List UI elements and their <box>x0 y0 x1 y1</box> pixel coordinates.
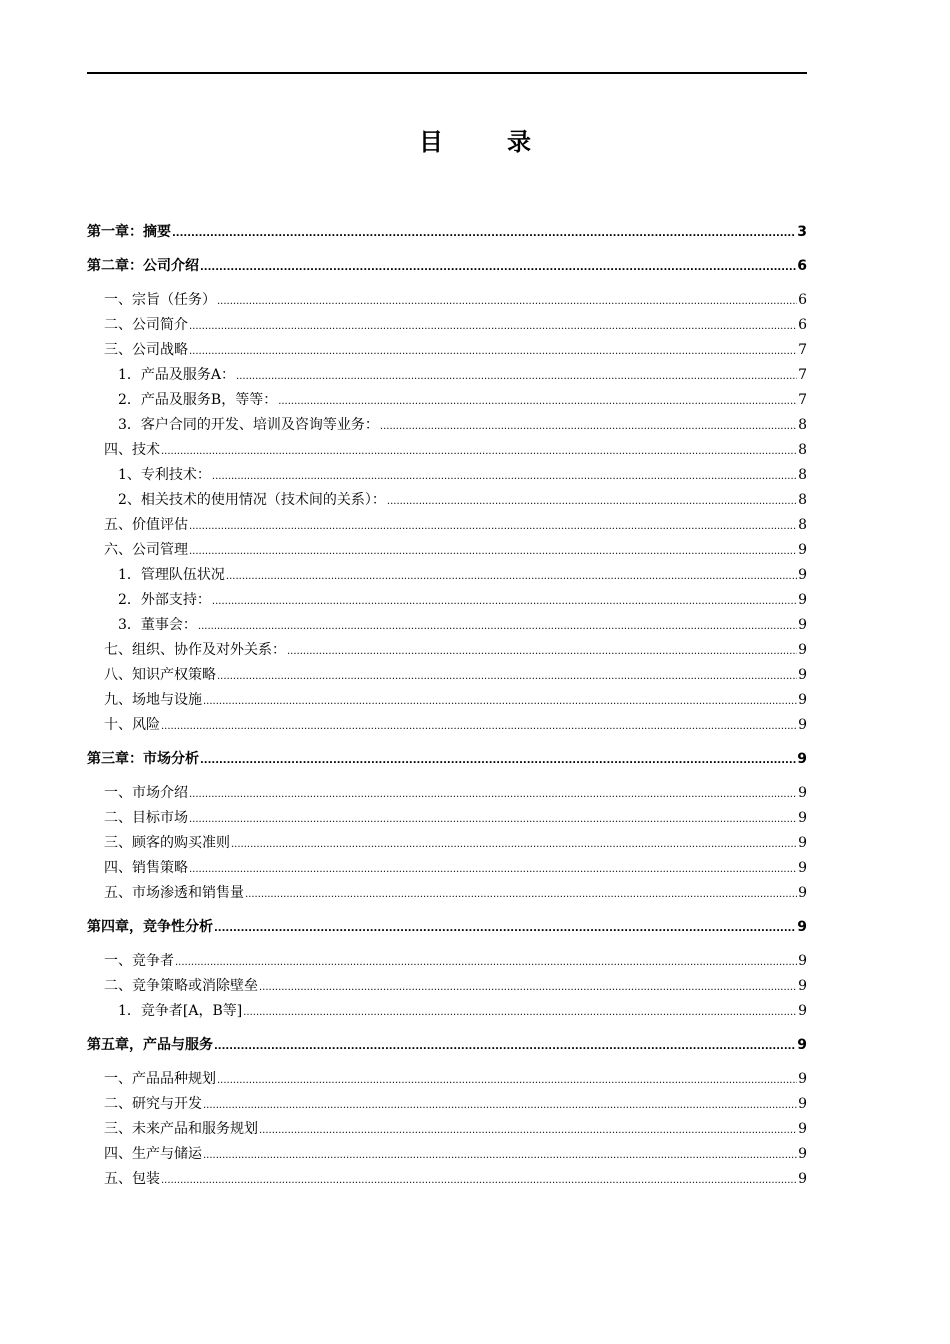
toc-section-entry[interactable] <box>87 363 807 388</box>
toc-page-number: 6 <box>798 292 807 308</box>
toc-entry-label: 二、竞争策略或消除壁垒 <box>104 978 258 994</box>
toc-leader-dots <box>189 513 797 539</box>
toc-page-number: 9 <box>798 785 807 801</box>
toc-section-entry[interactable] <box>87 831 807 856</box>
toc-chapter-entry[interactable] <box>87 220 807 245</box>
toc-page-number: 7 <box>798 367 807 383</box>
toc-leader-dots <box>217 1067 797 1093</box>
toc-entry-label: 第一章：摘要 <box>87 224 171 240</box>
toc-page-number: 9 <box>798 592 807 608</box>
toc-section-entry[interactable] <box>87 613 807 638</box>
toc-page-number: 9 <box>798 617 807 633</box>
toc-chapter-entry[interactable] <box>87 747 807 772</box>
toc-entry-label: 二、研究与开发 <box>104 1096 202 1112</box>
toc-entry-label: 四、技术 <box>104 442 160 458</box>
page-title: 目 录 <box>419 127 551 156</box>
toc-leader-dots <box>189 806 797 832</box>
toc-page-number: 7 <box>798 392 807 408</box>
toc-entry-label: 四、销售策略 <box>104 860 188 876</box>
toc-entry-label: 第四章，竞争性分析 <box>87 919 213 935</box>
toc-page-number: 3 <box>797 224 807 240</box>
toc-section-entry[interactable] <box>87 288 807 313</box>
toc-section-entry[interactable] <box>87 638 807 663</box>
toc-entry-label: 一、市场介绍 <box>104 785 188 801</box>
toc-leader-dots <box>189 538 797 564</box>
toc-entry-label: 1、专利技术： <box>118 467 211 483</box>
toc-page-number: 9 <box>798 667 807 683</box>
toc-leader-dots <box>203 1142 797 1168</box>
toc-entry-label: 三、公司战略 <box>104 342 188 358</box>
toc-leader-dots <box>161 438 797 464</box>
toc-leader-dots <box>278 388 797 414</box>
toc-page-number: 6 <box>797 258 807 274</box>
toc-page-number: 6 <box>798 317 807 333</box>
toc-leader-dots <box>231 831 797 857</box>
toc-leader-dots <box>226 563 797 589</box>
toc-page-number: 9 <box>797 751 807 767</box>
toc-leader-dots <box>214 1033 796 1059</box>
toc-section-entry[interactable] <box>87 513 807 538</box>
toc-page-number: 9 <box>798 1003 807 1019</box>
toc-leader-dots <box>175 949 797 975</box>
toc-page-number: 9 <box>798 835 807 851</box>
toc-entry-label: 九、场地与设施 <box>104 692 202 708</box>
toc-section-entry[interactable] <box>87 388 807 413</box>
toc-chapter-entry[interactable] <box>87 915 807 940</box>
toc-page-number: 9 <box>797 919 807 935</box>
toc-leader-dots <box>172 220 796 246</box>
toc-page-number: 9 <box>798 885 807 901</box>
toc-entry-label: 五、市场渗透和销售量 <box>104 885 244 901</box>
toc-entry-label: 四、生产与储运 <box>104 1146 202 1162</box>
toc-section-entry[interactable] <box>87 1167 807 1192</box>
toc-page-number: 8 <box>798 517 807 533</box>
toc-section-entry[interactable] <box>87 438 807 463</box>
toc-page-number: 9 <box>798 567 807 583</box>
toc-entry-label: 三、未来产品和服务规划 <box>104 1121 258 1137</box>
toc-section-entry[interactable] <box>87 463 807 488</box>
toc-leader-dots <box>200 254 796 280</box>
toc-leader-dots <box>189 856 797 882</box>
toc-entry-label: 3．董事会： <box>118 617 197 633</box>
toc-entry-label: 六、公司管理 <box>104 542 188 558</box>
toc-leader-dots <box>214 915 796 941</box>
toc-entry-label: 一、产品品种规划 <box>104 1071 216 1087</box>
toc-entry-label: 1．竞争者[A，B等] <box>118 1003 243 1019</box>
toc-section-entry[interactable] <box>87 663 807 688</box>
toc-entry-label: 2．外部支持： <box>118 592 211 608</box>
toc-entry-label: 第二章：公司介绍 <box>87 258 199 274</box>
toc-section-entry[interactable] <box>87 1117 807 1142</box>
toc-entry-label: 3．客户合同的开发、培训及咨询等业务： <box>118 417 379 433</box>
toc-section-entry[interactable] <box>87 713 807 738</box>
toc-section-entry[interactable] <box>87 688 807 713</box>
toc-page-number: 9 <box>798 1071 807 1087</box>
toc-leader-dots <box>259 974 797 1000</box>
toc-page-number: 9 <box>798 953 807 969</box>
toc-entry-label: 五、价值评估 <box>104 517 188 533</box>
toc-leader-dots <box>200 747 796 773</box>
toc-page-number: 8 <box>798 467 807 483</box>
toc-page-number: 9 <box>798 542 807 558</box>
toc-section-entry[interactable] <box>87 1067 807 1092</box>
toc-section-entry[interactable] <box>87 563 807 588</box>
toc-entry-label: 一、竞争者 <box>104 953 174 969</box>
toc-leader-dots <box>189 338 797 364</box>
toc-page-number: 9 <box>798 1171 807 1187</box>
toc-entry-label: 三、顾客的购买准则 <box>104 835 230 851</box>
toc-entry-label: 1．管理队伍状况 <box>118 567 225 583</box>
table-of-contents <box>87 220 807 1192</box>
toc-section-entry[interactable] <box>87 313 807 338</box>
toc-page-number: 8 <box>798 442 807 458</box>
toc-entry-label: 第三章：市场分析 <box>87 751 199 767</box>
toc-leader-dots <box>203 688 797 714</box>
toc-section-entry[interactable] <box>87 1142 807 1167</box>
toc-leader-dots <box>189 313 797 339</box>
toc-section-entry[interactable] <box>87 538 807 563</box>
toc-section-entry[interactable] <box>87 999 807 1024</box>
toc-chapter-entry[interactable] <box>87 1033 807 1058</box>
toc-leader-dots <box>161 713 797 739</box>
toc-page-number: 9 <box>798 978 807 994</box>
toc-section-entry[interactable] <box>87 881 807 906</box>
toc-leader-dots <box>189 781 797 807</box>
toc-leader-dots <box>387 488 797 514</box>
toc-leader-dots <box>161 1167 797 1193</box>
toc-page-number: 9 <box>798 860 807 876</box>
toc-entry-label: 二、目标市场 <box>104 810 188 826</box>
toc-section-entry[interactable] <box>87 781 807 806</box>
toc-page-number: 9 <box>798 1096 807 1112</box>
toc-entry-label: 八、知识产权策略 <box>104 667 216 683</box>
toc-leader-dots <box>212 588 797 614</box>
header-rule <box>87 72 807 74</box>
toc-entry-label: 2、相关技术的使用情况（技术间的关系）： <box>118 492 386 508</box>
toc-leader-dots <box>259 1117 797 1143</box>
toc-page-number: 9 <box>798 717 807 733</box>
toc-leader-dots <box>217 288 797 314</box>
toc-section-entry[interactable] <box>87 949 807 974</box>
toc-leader-dots <box>212 463 797 489</box>
toc-entry-label: 十、风险 <box>104 717 160 733</box>
toc-entry-label: 二、公司简介 <box>104 317 188 333</box>
toc-leader-dots <box>217 663 797 689</box>
toc-leader-dots <box>198 613 797 639</box>
toc-leader-dots <box>380 413 797 439</box>
toc-entry-label: 1．产品及服务A： <box>118 367 236 383</box>
toc-section-entry[interactable] <box>87 413 807 438</box>
toc-page-number: 8 <box>798 417 807 433</box>
toc-page-number: 9 <box>798 1121 807 1137</box>
toc-entry-label: 一、宗旨（任务） <box>104 292 216 308</box>
toc-leader-dots <box>203 1092 797 1118</box>
toc-section-entry[interactable] <box>87 488 807 513</box>
toc-chapter-entry[interactable] <box>87 254 807 279</box>
toc-page-number: 9 <box>798 810 807 826</box>
toc-section-entry[interactable] <box>87 806 807 831</box>
toc-section-entry[interactable] <box>87 338 807 363</box>
toc-section-entry[interactable] <box>87 856 807 881</box>
toc-leader-dots <box>243 999 797 1025</box>
toc-leader-dots <box>287 638 797 664</box>
toc-leader-dots <box>236 363 797 389</box>
toc-page-number: 7 <box>798 342 807 358</box>
toc-entry-label: 七、组织、协作及对外关系： <box>104 642 286 658</box>
toc-page-number: 8 <box>798 492 807 508</box>
toc-section-entry[interactable] <box>87 1092 807 1117</box>
toc-entry-label: 第五章，产品与服务 <box>87 1037 213 1053</box>
toc-page-number: 9 <box>798 692 807 708</box>
toc-page-number: 9 <box>797 1037 807 1053</box>
toc-section-entry[interactable] <box>87 974 807 999</box>
toc-page-number: 9 <box>798 642 807 658</box>
toc-page-number: 9 <box>798 1146 807 1162</box>
toc-section-entry[interactable] <box>87 588 807 613</box>
toc-entry-label: 2．产品及服务B，等等： <box>118 392 278 408</box>
toc-entry-label: 五、包装 <box>104 1171 160 1187</box>
toc-leader-dots <box>245 881 797 907</box>
